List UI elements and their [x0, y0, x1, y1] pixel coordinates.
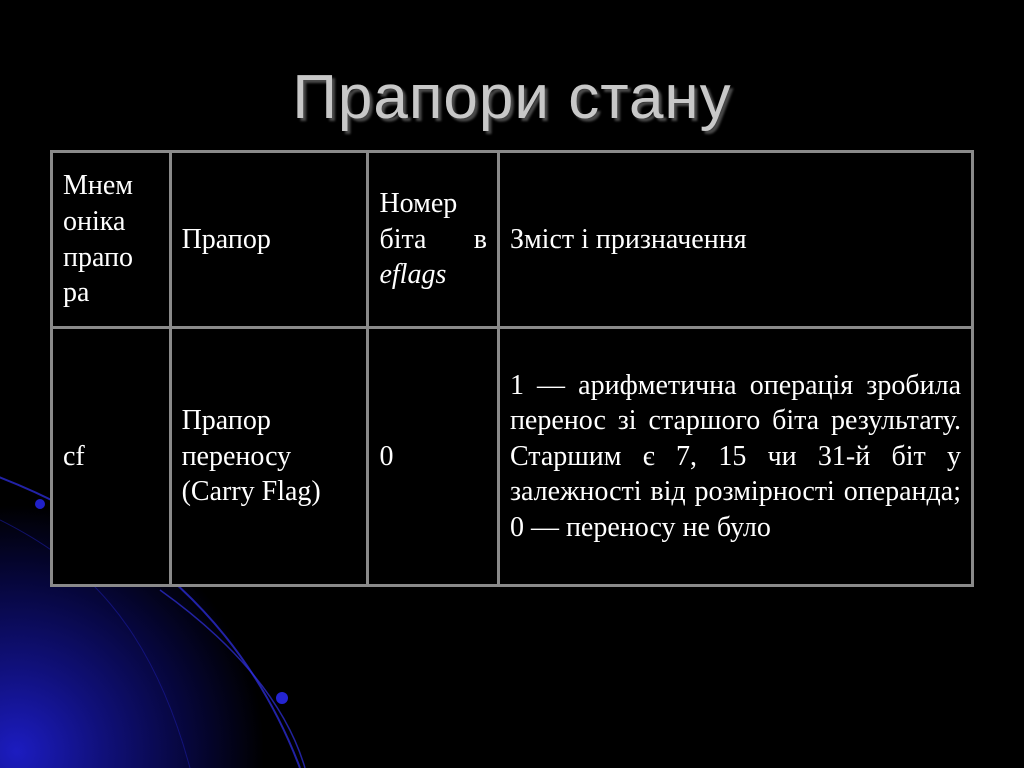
header-mnemonic: Мнем оніка прапо ра	[52, 152, 171, 328]
cell-mnemonic: cf	[52, 328, 171, 586]
deco-dot-2	[276, 692, 288, 704]
cell-bit: 0	[368, 328, 498, 586]
table-header-row	[52, 152, 973, 328]
table-row	[52, 328, 973, 586]
cell-description: 1 — арифметична операція зробила перенос зі старшого біта результату. Старшим є 7, 15 чи 31-й біт у залежності від розмірності операнда; 0 — переносу не було	[498, 328, 972, 586]
header-bit-number	[368, 152, 498, 328]
header-bit-prefix: Номер біта в	[379, 188, 487, 255]
header-description: Зміст і призначення	[498, 152, 972, 328]
flags-table	[50, 150, 974, 587]
header-bit-eflags: eflags	[379, 259, 447, 291]
cell-flag: Прапор переносу (Carry Flag)	[170, 328, 368, 586]
deco-dot-1	[35, 499, 45, 509]
slide-title: Прапори стану	[292, 63, 732, 132]
header-flag: Прапор	[170, 152, 368, 328]
